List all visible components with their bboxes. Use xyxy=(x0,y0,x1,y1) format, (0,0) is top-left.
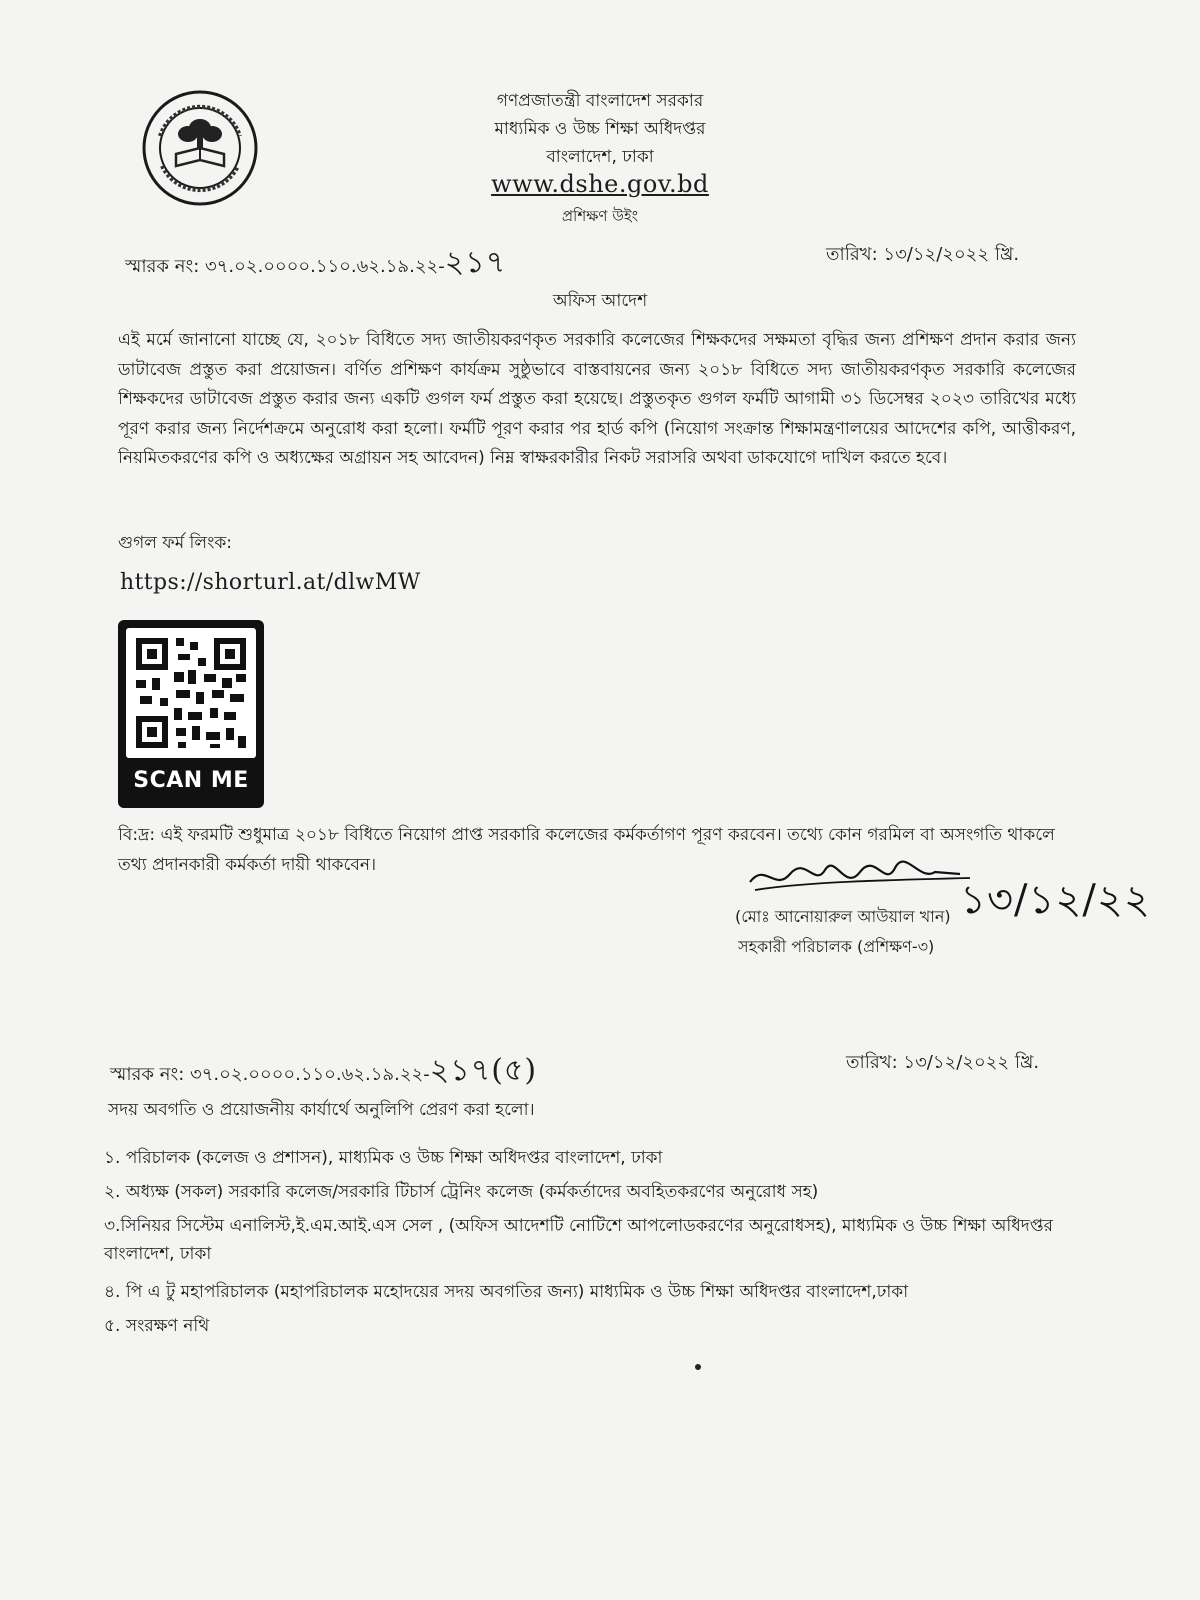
qr-code xyxy=(126,628,256,758)
wing-name: প্রশিক্ষণ উইং xyxy=(561,207,639,225)
copy-memo-number xyxy=(110,1046,537,1097)
directorate-name: মাধ্যমিক ও উচ্চ শিক্ষা অধিদপ্তর xyxy=(494,119,706,139)
dshe-seal-logo xyxy=(140,88,260,208)
memo-prefix: স্মারক নং: ৩৭.০২.০০০০.১১০.৬২.১৯.২২- xyxy=(125,256,445,277)
copy-memo-handwritten-number: ২১৭(৫) xyxy=(429,1053,538,1088)
website-link[interactable]: www.dshe.gov.bd xyxy=(491,170,709,198)
order-heading: অফিস আদেশ xyxy=(552,291,648,311)
scan-me-label: SCAN ME xyxy=(133,768,249,793)
copy-list-item: ১. পরিচালক (কলেজ ও প্রশাসন), মাধ্যমিক ও উচ্চ শিক্ষা অধিদপ্তর বাংলাদেশ, ঢাকা xyxy=(104,1148,663,1168)
signatory-name: (মোঃ আনোয়ারুল আউয়াল খান) xyxy=(735,907,951,926)
copy-list-item: ৪. পি এ টু মহাপরিচালক (মহাপরিচালক মহোদয়ের সদয় অবগতির জন্য) মাধ্যমিক ও উচ্চ শিক্ষা অধিদপ্তর বাংলাদেশ,ঢাকা xyxy=(104,1282,909,1302)
memo-date: তারিখ: ১৩/১২/২০২২ খ্রি. xyxy=(826,244,1020,265)
special-note: বি:দ্র: এই ফরমটি শুধুমাত্র ২০১৮ বিধিতে নিয়োগ প্রাপ্ত সরকারি কলেজের কর্মকর্তাগণ পূরণ করবেন। তথ্যে কোন গরমিল বা অসংগতি থাকলে তথ্য প্রদানকারী কর্মকর্তা দায়ী থাকবেন। xyxy=(118,825,1055,875)
form-link-url[interactable]: https://shorturl.at/dlwMW xyxy=(120,570,421,595)
location: বাংলাদেশ, ঢাকা xyxy=(546,147,654,167)
ink-dot xyxy=(695,1364,701,1370)
signatory-title: সহকারী পরিচালক (প্রশিক্ষণ-৩) xyxy=(738,937,935,956)
handwritten-signature xyxy=(745,852,985,912)
copy-list-item: ৩.সিনিয়র সিস্টেম এনালিস্ট,ই.এম.আই.এস সেল , (অফিস আদেশটি নোটিশে আপলোডকরণের অনুরোধসহ), মাধ্যমিক ও উচ্চ শিক্ষা অধিদপ্তর বাংলাদেশ, ঢাকা xyxy=(104,1216,1053,1264)
form-link-label: গুগল ফর্ম লিংক: xyxy=(118,533,233,553)
copy-memo-date: তারিখ: ১৩/১২/২০২২ খ্রি. xyxy=(846,1052,1040,1073)
copy-list-item: ৫. সংরক্ষণ নথি xyxy=(104,1316,210,1336)
qr-code-card[interactable] xyxy=(118,620,264,808)
memo-number xyxy=(125,238,506,289)
govt-name: গণপ্রজাতন্ত্রী বাংলাদেশ সরকার xyxy=(496,91,704,111)
signed-date: ১৩/১২/২২ xyxy=(960,877,1151,923)
copy-memo-prefix: স্মারক নং: ৩৭.০২.০০০০.১১০.৬২.১৯.২২- xyxy=(110,1064,430,1085)
copy-intro: সদয় অবগতি ও প্রয়োজনীয় কার্যার্থে অনুলিপি প্রেরণ করা হলো। xyxy=(108,1100,535,1120)
qr-code-icon xyxy=(126,628,256,758)
memo-handwritten-number: ২১৭ xyxy=(444,245,507,280)
copy-list-item: ২. অধ্যক্ষ (সকল) সরকারি কলেজ/সরকারি টিচার্স ট্রেনিং কলেজ (কর্মকর্তাদের অবহিতকরণের অনুরোধ সহ) xyxy=(104,1182,819,1202)
order-body: এই মর্মে জানানো যাচ্ছে যে, ২০১৮ বিধিতে সদ্য জাতীয়করণকৃত সরকারি কলেজের শিক্ষকদের সক্ষমতা বৃদ্ধির জন্য প্রশিক্ষণ প্রদান করার জন্য ডাটাবেজ প্রস্তুত করা প্রয়োজন। বর্ণিত প্রশিক্ষণ কার্যক্রম সুষ্ঠুভাবে বাস্তবায়নের জন্য ২০১৮ বিধিতে সদ্য জাতীয়করণকৃত সরকারি কলেজের শিক্ষকদের ডাটাবেজ প্রস্তুত করার জন্য একটি গুগল ফর্ম প্রস্তুত করা হয়েছে। প্রস্তুতকৃত গুগল ফর্মটি আগামী ৩১ ডিসেম্বর ২০২৩ তারিখের মধ্যে পূরণ করার জন্য নির্দেশক্রমে অনুরোধ করা হলো। ফর্মটি পূরণ করার পর হার্ড কপি (নিয়োগ সংক্রান্ত শিক্ষামন্ত্রণালয়ের আদেশের কপি, আত্তীকরণ, নিয়মিতকরণের কপি ও অধ্যক্ষের অগ্রায়ন সহ আবেদন) নিম্ন স্বাক্ষরকারীর নিকট সরাসরি অথবা ডাকযোগে দাখিল করতে হবে। xyxy=(118,330,1076,468)
